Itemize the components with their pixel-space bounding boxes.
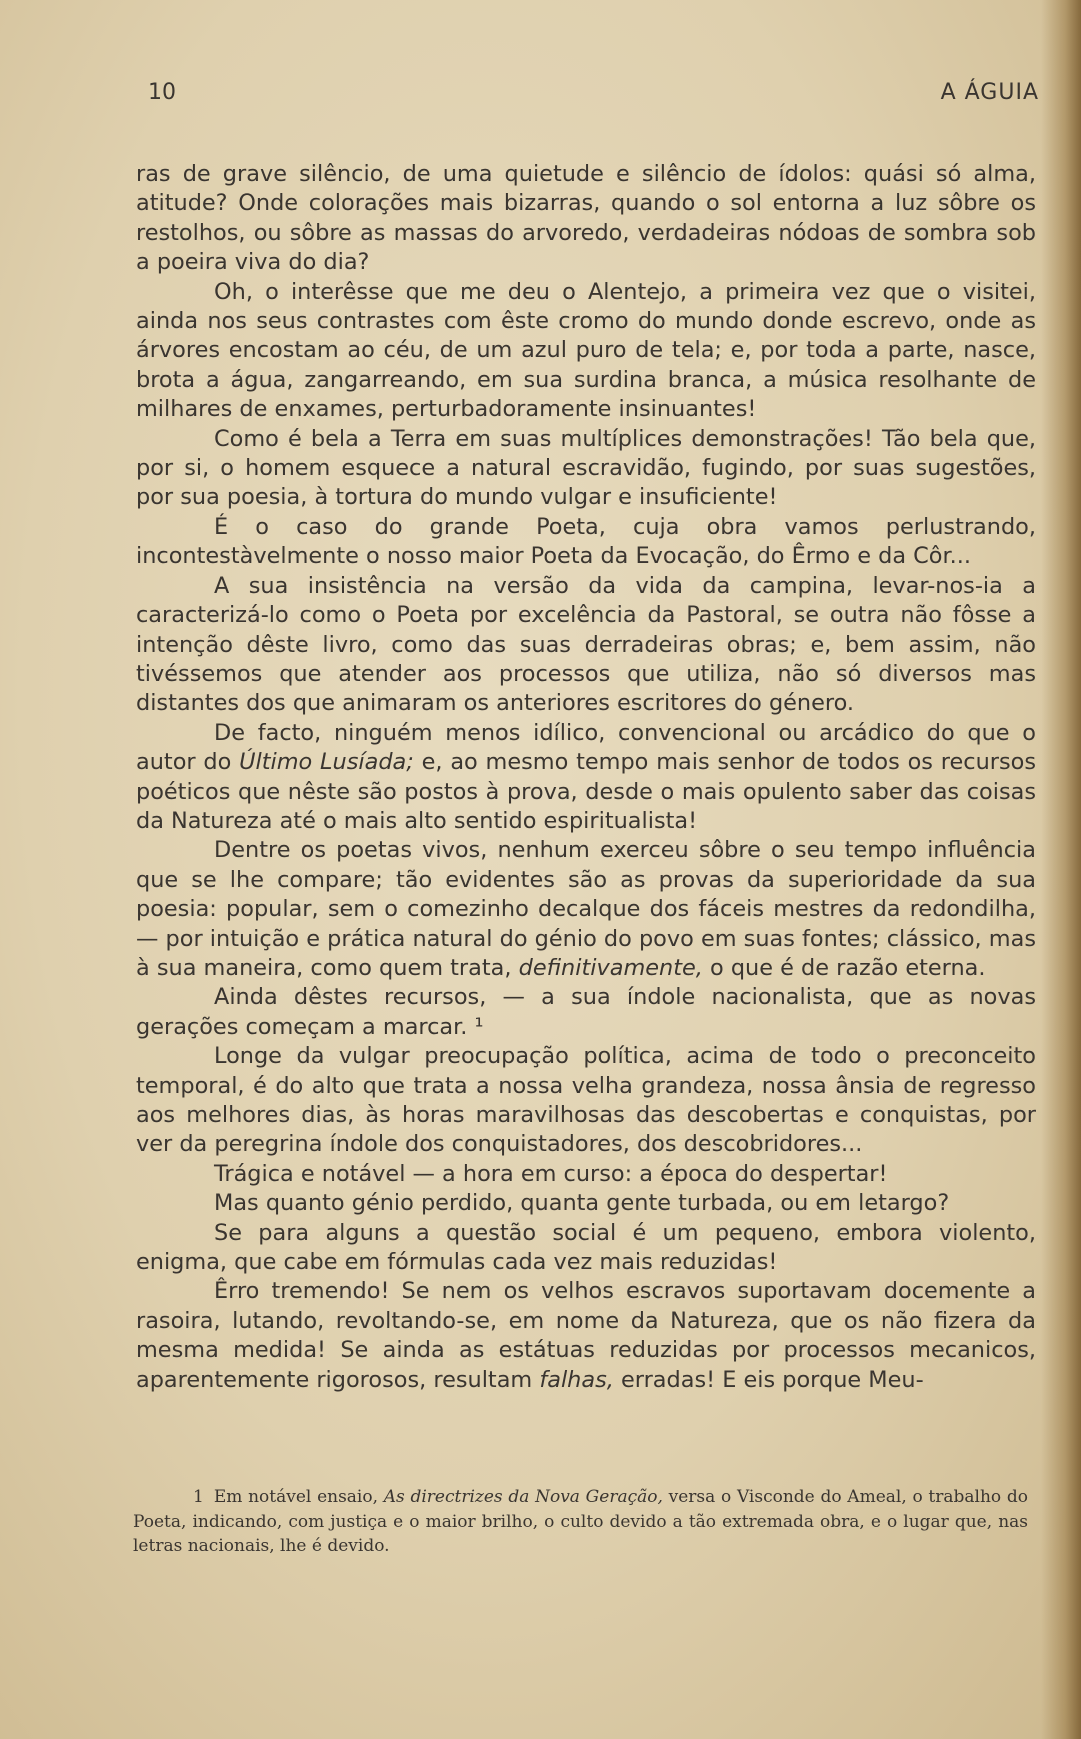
paragraph (136, 425, 1036, 513)
body-text (136, 160, 1036, 1395)
emphasis-definitivamente: definitivamente, (518, 954, 703, 981)
paragraph-text: erradas! E eis porque Meu- (613, 1366, 924, 1393)
paragraph (136, 1219, 1036, 1278)
running-head: A ÁGUIA (940, 80, 1039, 105)
emphasis-falhas: falhas, (539, 1366, 614, 1393)
paragraph-text: É o caso do grande Poeta, cuja obra vamos perlustrando, incontestàvelmente o nosso maior Poeta da Evocação, do Êrmo e da Côr... (136, 513, 1036, 570)
paragraph-text: Se para alguns a questão social é um pequeno, embora violento, enigma, que cabe em fórmulas cada vez mais reduzidas! (136, 1219, 1036, 1276)
paragraph-text: ras de grave silêncio, de uma quietude e silêncio de ídolos: quási só alma, atitude? Onde colorações mais bizarras, quando o sol entorna a luz sôbre os restolhos, ou sôbre as massas do arvoredo, verdadeiras nódoas de sombra sob a poeira viva do dia? (136, 161, 1036, 276)
paragraph-text: Êrro tremendo! Se nem os velhos escravos suportavam docemente a rasoira, lutando, revoltando-se, em nome da Natureza, que os não fizera da mesma medida! Se ainda as estátuas reduzidas por processos mecanicos, aparentemente rigorosos, resultam (136, 1278, 1036, 1393)
footnote (133, 1485, 1028, 1559)
paragraph (136, 160, 1036, 278)
paragraph-text: De facto, ninguém menos idílico, convencional ou arcádico do que o autor do (136, 719, 1036, 776)
paragraph-text: Trágica e notável — a hora em curso: a época do despertar! (214, 1160, 888, 1187)
paragraph-text: o que é de razão eterna. (702, 954, 986, 981)
paragraph (136, 1189, 1036, 1218)
paragraph (136, 983, 1036, 1042)
paragraph (136, 278, 1036, 425)
paragraph (136, 719, 1036, 837)
paragraph-text: Mas quanto génio perdido, quanta gente turbada, ou em letargo? (214, 1190, 950, 1217)
footnote-mark: 1 (193, 1487, 204, 1507)
paragraph-text: Longe da vulgar preocupação política, acima de todo o preconceito temporal, é do alto que trata a nossa velha grandeza, nossa ânsia de regresso aos melhores dias, às horas maravilhosas das descobertas e conquistas, por ver da peregrina índole dos conquistadores, dos descobridores... (136, 1043, 1036, 1158)
paragraph (136, 513, 1036, 572)
paragraph-text: A sua insistência na versão da vida da campina, levar-nos-ia a caracterizá-lo como o Poeta por excelência da Pastoral, se outra não fôsse a intenção dêste livro, como das suas derradeiras obras; e, bem assim, não tivéssemos que atender aos processos que utiliza, não só diversos mas distantes dos que animaram os anteriores escritores do género. (136, 572, 1036, 717)
paragraph (136, 1160, 1036, 1189)
page-edge-shadow (1041, 0, 1081, 1739)
footnote-part: Em notável ensaio, (213, 1487, 384, 1507)
paragraph-text: Como é bela a Terra em suas multíplices demonstrações! Tão bela que, por si, o homem esquece a natural escravidão, fugindo, por suas sugestões, por sua poesia, à tortura do mundo vulgar e insuficiente! (136, 425, 1036, 511)
paragraph (136, 1277, 1036, 1395)
paragraph (136, 1042, 1036, 1160)
paragraph-text: e, ao mesmo tempo mais senhor de todos os recursos poéticos que nêste são postos à prova, desde o mais opulento saber das coisas da Natureza até o mais alto sentido espiritualista! (136, 749, 1036, 834)
page-header (148, 80, 1039, 116)
page-number: 10 (148, 80, 176, 105)
paragraph (136, 836, 1036, 983)
paragraph-text: Ainda dêstes recursos, — a sua índole nacionalista, que as novas gerações começam a marcar. ¹ (136, 984, 1036, 1040)
footnote-part: versa o Visconde do Ameal, o trabalho do Poeta, indicando, com justiça e o maior brilho, o culto devido a tão extremada obra, e o lugar que, nas letras nacionais, lhe é devido. (133, 1487, 1028, 1556)
paragraph-text: Oh, o interêsse que me deu o Alentejo, a primeira vez que o visitei, ainda nos seus contrastes com êste cromo do mundo donde escrevo, onde as árvores encostam ao céu, de um azul puro de tela; e, por toda a parte, nasce, brota a água, zangarreando, em sua surdina branca, a música resolhante de milhares de enxames, perturbadoramente insinuantes! (136, 278, 1036, 423)
essay-title: As directrizes da Nova Geração, (383, 1487, 663, 1507)
paragraph-text: Dentre os poetas vivos, nenhum exerceu sôbre o seu tempo influência que se lhe compare; tão evidentes são as provas da superioridade da sua poesia: popular, sem o comezinho decalque dos fáceis mestres da redondilha, — por intuição e prática natural do génio do povo em suas fontes; clássico, mas à sua maneira, como quem trata, (136, 837, 1036, 981)
book-title-ultimo-lusiada: Último Lusíada; (239, 749, 414, 776)
footnote-text (133, 1485, 1028, 1559)
paragraph (136, 572, 1036, 719)
